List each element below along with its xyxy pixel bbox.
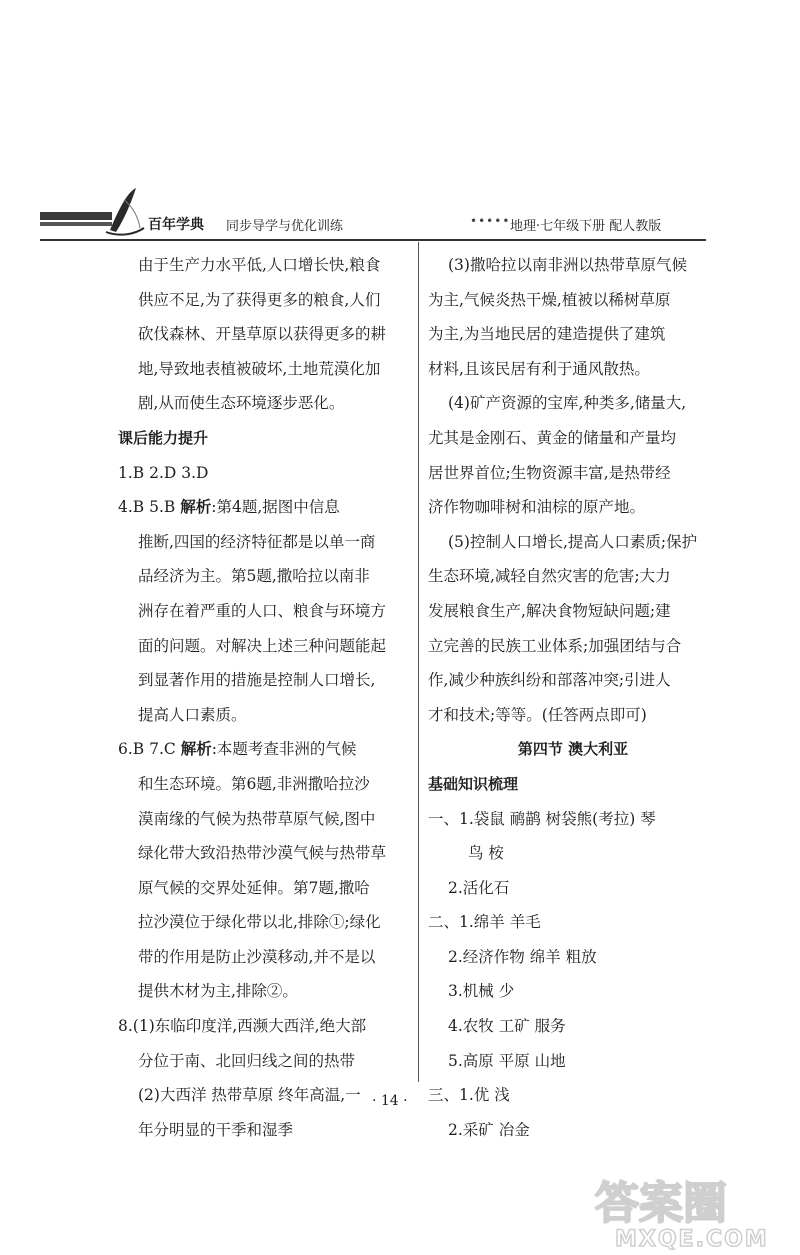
line-text: 8.(1)东临印度洋,西濒大西洋,绝大部	[118, 1017, 367, 1036]
line-text: 年分明显的干季和湿季	[138, 1120, 294, 1139]
line-text: 1.B 2.D 3.D	[118, 463, 209, 482]
line-text: 为主,为当地民居的建造提供了建筑	[428, 325, 666, 344]
analysis-label: 解析	[180, 498, 212, 517]
text-line	[428, 1113, 718, 1148]
text-line	[428, 905, 718, 940]
text-line	[428, 871, 718, 906]
text-line	[118, 767, 414, 802]
line-text: (4)矿产资源的宝库,种类多,储量大,	[448, 394, 687, 413]
text-line	[428, 283, 718, 318]
line-text: 2.经济作物 绵羊 粗放	[448, 947, 597, 966]
text-line	[118, 871, 414, 906]
text-line	[118, 1044, 414, 1079]
watermark-main-text: 答案圈	[595, 1178, 727, 1229]
text-line	[118, 732, 414, 767]
text-line	[428, 386, 718, 421]
text-line	[428, 559, 718, 594]
line-text: 济作物咖啡树和油棕的原产地。	[428, 498, 646, 517]
series-title: 同步导学与优化训练	[226, 219, 344, 234]
text-line	[428, 767, 718, 802]
text-line	[118, 386, 414, 421]
text-line	[118, 836, 414, 871]
text-line	[428, 974, 718, 1009]
brand-name: 百年学典	[148, 217, 204, 233]
line-text: 为主,气候炎热干燥,植被以稀树草原	[428, 290, 671, 309]
page-header	[40, 186, 700, 238]
line-text: 拉沙漠位于绿化带以北,排除①;绿化	[138, 913, 381, 932]
column-divider	[418, 242, 419, 1082]
line-text: 面的问题。对解决上述三种问题能起	[138, 636, 387, 655]
text-line	[118, 490, 414, 525]
text-line	[428, 663, 718, 698]
right-column	[428, 248, 718, 1147]
text-line	[428, 525, 718, 560]
line-text: 一、1.袋鼠 鸸鹋 树袋熊(考拉) 琴	[428, 809, 656, 828]
line-text: 5.高原 平原 山地	[448, 1051, 566, 1070]
text-line	[428, 836, 718, 871]
line-text: (3)撒哈拉以南非洲以热带草原气候	[448, 256, 687, 274]
line-text: 砍伐森林、开垦草原以获得更多的耕	[138, 325, 387, 344]
text-line	[428, 940, 718, 975]
page-number: · 14 ·	[372, 1093, 408, 1109]
answer-choices: 4.B 5.B	[118, 498, 181, 517]
text-line	[118, 456, 414, 491]
line-text: 洲存在着严重的人口、粮食与环境方	[138, 601, 387, 620]
line-text: 课后能力提升	[118, 428, 209, 447]
text-line	[118, 317, 414, 352]
line-text: 带的作用是防止沙漠移动,并不是以	[138, 947, 376, 966]
text-line	[428, 1009, 718, 1044]
line-text: 作,减少种族纠纷和部落冲突;引进人	[428, 671, 671, 690]
line-text: 第四节 澳大利亚	[517, 740, 629, 759]
line-text: :第4题,据图中信息	[211, 498, 340, 517]
line-text: 材料,且该民居有利于通风散热。	[428, 359, 650, 378]
text-line	[118, 802, 414, 837]
line-text: 地,导致地表植被破坏,土地荒漠化加	[138, 359, 381, 378]
answer-choices: 6.B 7.C	[118, 740, 181, 759]
line-text: 才和技术;等等。(任答两点即可)	[428, 705, 647, 724]
text-line	[118, 629, 414, 664]
text-line	[428, 698, 718, 733]
text-line	[428, 1078, 718, 1113]
text-line	[118, 974, 414, 1009]
watermark-url-text: MXQE.COM	[615, 1227, 769, 1250]
text-line	[428, 317, 718, 352]
text-line	[118, 594, 414, 629]
left-column	[118, 248, 414, 1147]
line-text: 品经济为主。第5题,撒哈拉以南非	[138, 567, 370, 586]
text-line	[428, 594, 718, 629]
text-line	[118, 352, 414, 387]
text-line	[118, 663, 414, 698]
line-text: 鸟 桉	[468, 844, 504, 863]
text-line	[428, 802, 718, 837]
line-text: 二、1.绵羊 羊毛	[428, 913, 541, 932]
line-text: 尤其是金刚石、黄金的储量和产量均	[428, 428, 677, 447]
line-text: 4.农牧 工矿 服务	[448, 1017, 566, 1036]
line-text: 发展粮食生产,解决食物短缺问题;建	[428, 601, 671, 620]
line-text: (2)大西洋 热带草原 终年高温,一	[138, 1086, 361, 1105]
text-line	[118, 1009, 414, 1044]
line-text: 剧,从而使生态环境逐步恶化。	[138, 394, 345, 413]
text-line	[118, 1078, 414, 1113]
line-text: 生态环境,减轻自然灾害的危害;大力	[428, 567, 671, 586]
line-text: 提供木材为主,排除②。	[138, 982, 298, 1001]
text-line	[428, 629, 718, 664]
text-line	[428, 732, 718, 767]
text-line	[118, 248, 414, 283]
text-line	[428, 248, 718, 283]
line-text: 由于生产力水平低,人口增长快,粮食	[138, 256, 381, 274]
line-text: 供应不足,为了获得更多的粮食,人们	[138, 290, 381, 309]
text-line	[428, 1044, 718, 1079]
answer-circle-watermark	[585, 1168, 795, 1250]
line-text: (5)控制人口增长,提高人口素质;保护	[448, 532, 698, 551]
line-text: 提高人口素质。	[138, 705, 247, 724]
text-line	[428, 352, 718, 387]
line-text: 原气候的交界处延伸。第7题,撒哈	[138, 878, 370, 897]
line-text: 2.活化石	[448, 878, 510, 897]
text-line	[118, 940, 414, 975]
text-line	[118, 1113, 414, 1148]
line-text: 3.机械 少	[448, 982, 515, 1001]
text-line	[428, 490, 718, 525]
header-rule	[40, 239, 706, 241]
line-text: 立完善的民族工业体系;加强团结与合	[428, 636, 682, 655]
text-line	[428, 456, 718, 491]
line-text: 分位于南、北回归线之间的热带	[138, 1051, 356, 1070]
line-text: 三、1.优 浅	[428, 1086, 510, 1105]
line-text: 居世界首位;生物资源丰富,是热带经	[428, 463, 671, 482]
text-line	[118, 283, 414, 318]
line-text: 基础知识梳理	[428, 774, 519, 793]
analysis-label: 解析	[180, 740, 212, 759]
text-line	[118, 559, 414, 594]
line-text: 绿化带大致沿热带沙漠气候与热带草	[138, 844, 387, 863]
book-quill-logo-icon	[40, 186, 150, 238]
line-text: :本题考查非洲的气候	[211, 740, 357, 759]
line-text: 推断,四国的经济特征都是以单一商	[138, 532, 376, 551]
text-line	[118, 905, 414, 940]
header-dots: •••••	[470, 214, 511, 228]
text-line	[428, 421, 718, 456]
subject-grade-edition: 地理·七年级下册 配人教版	[510, 219, 662, 234]
line-text: 和生态环境。第6题,非洲撒哈拉沙	[138, 774, 370, 793]
text-line	[118, 525, 414, 560]
text-line	[118, 421, 414, 456]
line-text: 漠南缘的气候为热带草原气候,图中	[138, 809, 376, 828]
line-text: 2.采矿 冶金	[448, 1120, 530, 1139]
line-text: 到显著作用的措施是控制人口增长,	[138, 671, 376, 690]
text-line	[118, 698, 414, 733]
